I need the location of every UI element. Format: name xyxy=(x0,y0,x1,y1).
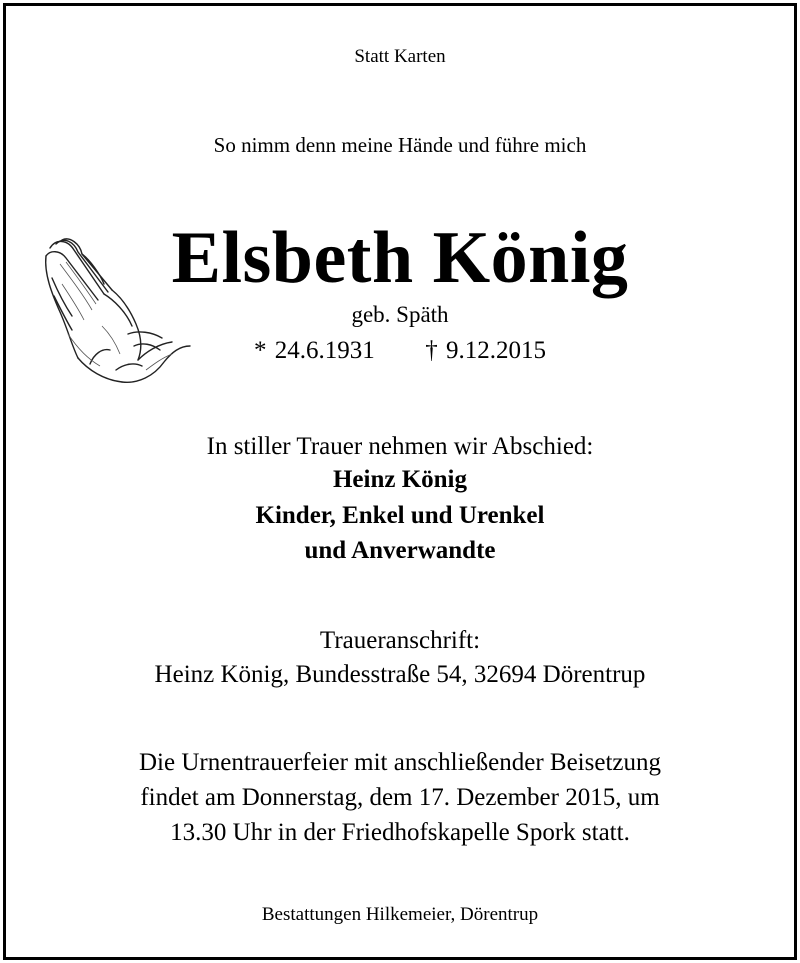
deceased-name: Elsbeth König xyxy=(171,217,629,299)
ceremony-line-2: findet am Donnerstag, dem 17. Dezember 2015, um xyxy=(140,784,660,811)
birth-date: * 24.6.1931 xyxy=(254,337,375,364)
undertaker-credit: Bestattungen Hilkemeier, Dörentrup xyxy=(261,904,539,925)
motto-verse: So nimm denn meine Hände und führe mich xyxy=(213,133,587,157)
address-value: Heinz König, Bundesstraße 54, 32694 Dörentrup xyxy=(154,661,646,688)
address-label: Traueranschrift: xyxy=(319,627,481,654)
mourners-intro: In stiller Trauer nehmen wir Abschied: xyxy=(206,433,594,460)
mourner-name: Heinz König xyxy=(332,466,468,493)
birth-name: geb. Späth xyxy=(351,302,449,327)
death-date: † 9.12.2015 xyxy=(425,337,546,364)
mourner-family: Kinder, Enkel und Urenkel xyxy=(255,502,545,529)
ceremony-line-3: 13.30 Uhr in der Friedhofskapelle Spork statt. xyxy=(170,819,630,846)
statt-karten-label: Statt Karten xyxy=(354,46,446,67)
ceremony-line-1: Die Urnentrauerfeier mit anschließender Beisetzung xyxy=(139,749,661,776)
mourner-relatives: und Anverwandte xyxy=(304,537,496,564)
life-dates xyxy=(6,337,794,365)
obituary-notice xyxy=(3,3,797,960)
